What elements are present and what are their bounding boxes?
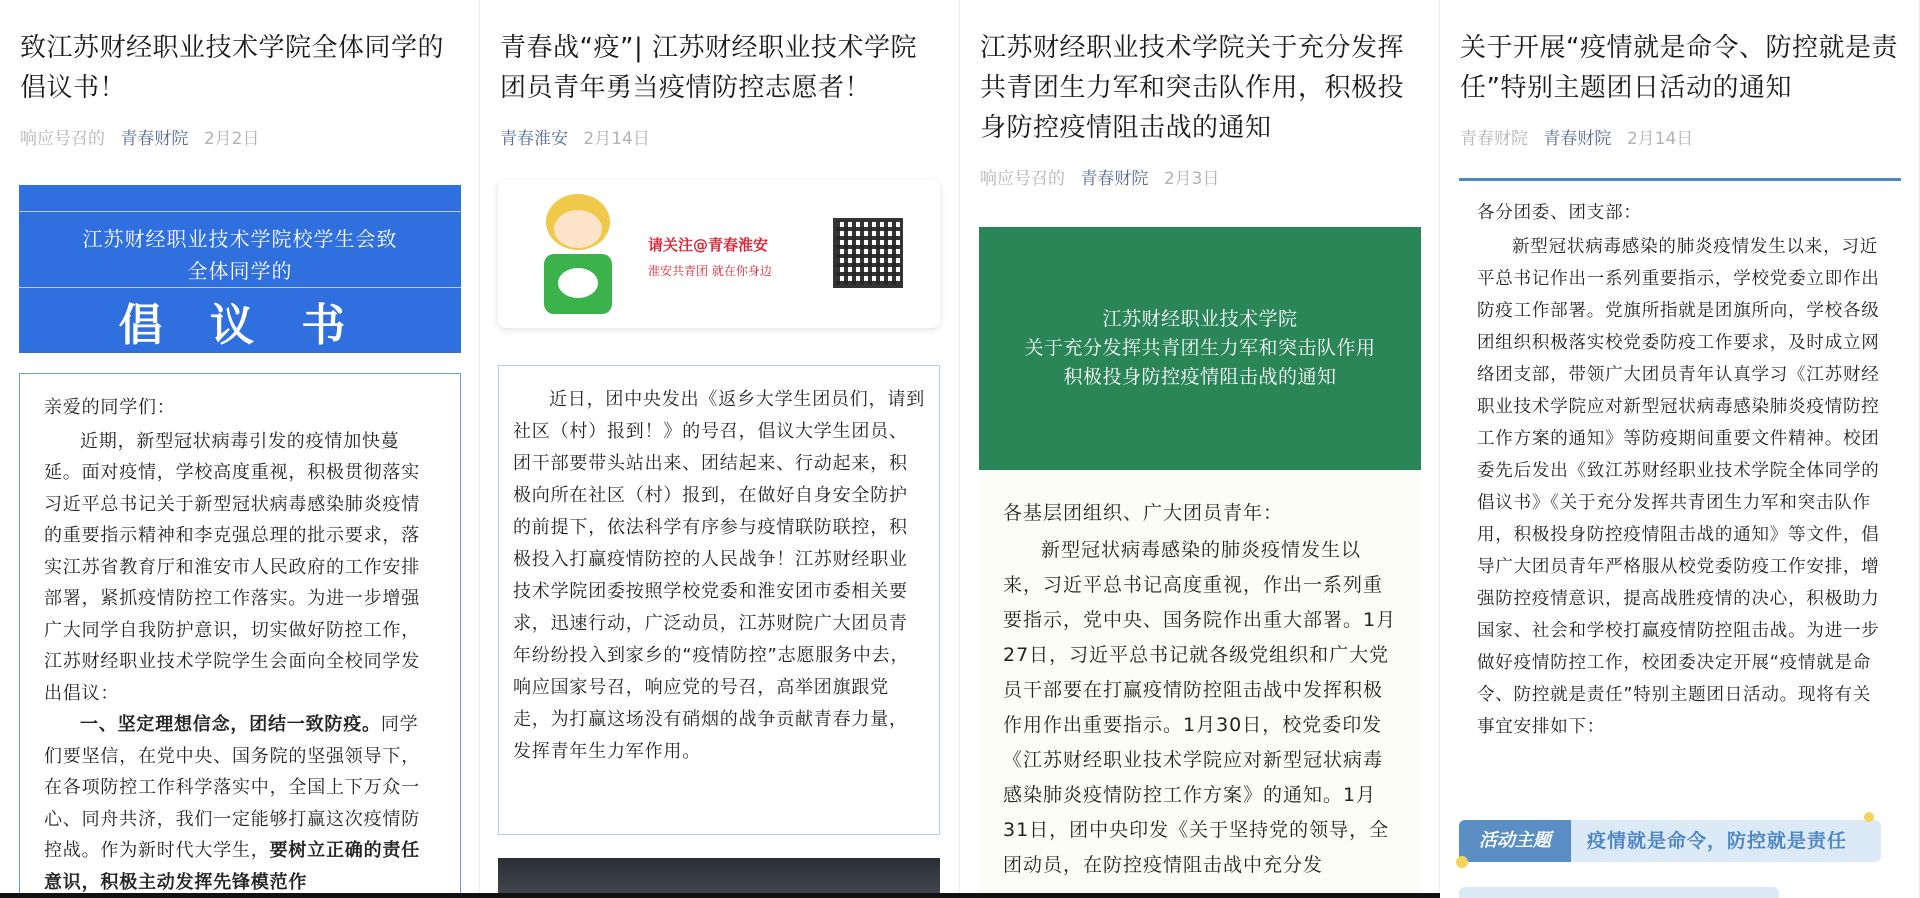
article-meta [960, 148, 1439, 189]
article-meta [480, 108, 959, 149]
theme-text: 疫情就是命令，防控就是责任 [1587, 830, 1848, 852]
salutation: 各分团委、团支部： [1477, 203, 1642, 223]
article-body [498, 365, 940, 835]
follow-text: 请关注@青春淮安 [648, 236, 769, 254]
banner-big-text: 倡 议 书 [118, 300, 362, 351]
publish-date: 2月14日 [1626, 129, 1694, 149]
wechat-icon [558, 268, 598, 298]
banner-line-3: 积极投身防控疫情阻击战的通知 [1063, 366, 1337, 388]
mascot-image [540, 194, 616, 316]
meta-prefix: 响应号召的 [980, 169, 1065, 189]
banner-line-1: 江苏财经职业技术学院校学生会致 [82, 227, 398, 251]
salutation: 各基层团组织、广大团员青年： [1003, 502, 1284, 524]
article-body [1459, 178, 1901, 800]
article-title: 青春战“疫”| 江苏财经职业技术学院团员青年勇当疫情防控志愿者！ [500, 33, 917, 103]
account-link[interactable]: 青春淮安 [500, 129, 568, 149]
account-link[interactable]: 青春财院 [1543, 129, 1612, 149]
bold-heading: 一、坚定理想信念，团结一致防疫。 [80, 714, 381, 735]
theme-banner [1459, 820, 1881, 862]
article-panel-4[interactable] [1440, 0, 1920, 898]
account-link[interactable]: 青春财院 [120, 129, 189, 149]
follow-subtext: 淮安共青团 就在你身边 [648, 264, 772, 278]
bold-text: 要树立正确的责任意识，积极主动发挥先锋模范作 [44, 840, 421, 893]
account-link[interactable]: 青春财院 [1080, 169, 1149, 189]
article-meta [0, 108, 479, 149]
article-title: 关于开展“疫情就是命令、防控就是责任”特别主题团日活动的通知 [1460, 33, 1898, 103]
article-banner [979, 227, 1421, 470]
theme-banner-2 [1459, 887, 1779, 898]
article-body [979, 470, 1421, 898]
qr-code-icon [833, 218, 903, 288]
banner-line-2: 全体同学的 [187, 259, 293, 283]
paragraph: 近日，团中央发出《返乡大学生团员们，请到社区（村）报到！》的号召，倡议大学生团员、团干部要带头站出来、团结起来、行动起来，积极向所在社区（村）报到，在做好自身安全防护的前提下，依法科学有序参与疫情联防联控，积极投入打赢疫情防控的人民战争！江苏财经职业技术学院团委按照学校党委和淮安团市委相关要求，迅速行动，广泛动员，江苏财院广大团员青年纷纷投入到家乡的“疫情防控”志愿服务中去，响应国家号召，响应党的号召，高举团旗跟党走，为打赢这场没有硝烟的战争贡献青春力量，发挥青年生力军作用。 [513, 389, 925, 762]
publish-date: 2月14日 [583, 129, 650, 149]
publish-date: 2月2日 [203, 129, 260, 149]
decor-dot [1456, 856, 1468, 868]
salutation: 亲爱的同学们： [44, 397, 176, 418]
meta-prefix: 青春财院 [1460, 129, 1528, 149]
bottom-edge-bar [0, 893, 1440, 898]
article-title: 致江苏财经职业技术学院全体同学的倡议书！ [20, 33, 445, 103]
paragraph-text: 同学们要坚信，在党中央、国务院的坚强领导下，在各项防控工作科学落实中，全国上下万众一心、同舟共济，我们一定能够打赢这次疫情防控战。作为新时代大学生， [44, 714, 420, 861]
paragraph: 近期，新型冠状病毒引发的疫情加快蔓延。面对疫情，学校高度重视，积极贯彻落实习近平总书记关于新型冠状病毒感染肺炎疫情的重要指示精神和李克强总理的批示要求，落实江苏省教育厅和淮安市人民政府的工作安排部署，紧抓疫情防控工作落实。为进一步增强广大同学自我防护意识，切实做好防控工作，江苏财经职业技术学院学生会面向全校同学发出倡议： [44, 430, 420, 704]
paragraph: 新型冠状病毒感染的肺炎疫情发生以来，习近平总书记作出一系列重要指示，学校党委立即作出防疫工作部署。党旗所指就是团旗所向，学校各级团组织积极落实校党委防疫工作要求，及时成立网络团支部，带领广大团员青年认真学习《江苏财经职业技术学院应对新型冠状病毒感染肺炎疫情防控工作方案的通知》等防疫期间重要文件精神。校团委先后发出《致江苏财经职业技术学院全体同学的倡议书》《关于充分发挥共青团生力军和突击队作用，积极投身防控疫情阻击战的通知》等文件，倡导广大团员青年严格服从校党委防疫工作安排，增强防控疫情意识，提高战胜疫情的决心，积极助力国家、社会和学校打赢疫情防控阻击战。为进一步做好疫情防控工作，校团委决定开展“疫情就是命令、防控就是责任”特别主题团日活动。现将有关事宜安排如下： [1477, 237, 1880, 737]
article-title: 江苏财经职业技术学院关于充分发挥共青团生力军和突击队作用，积极投身防控疫情阻击战的通知 [980, 33, 1405, 143]
meta-prefix: 响应号召的 [20, 129, 105, 149]
article-panel-1[interactable] [0, 0, 480, 898]
banner-line-1: 江苏财经职业技术学院 [1102, 308, 1298, 330]
article-body [19, 373, 461, 898]
article-meta [1440, 108, 1919, 149]
banner-line-2: 关于充分发挥共青团生力军和突击队作用 [1024, 337, 1376, 359]
theme-tag: 活动主题 [1459, 820, 1571, 862]
publish-date: 2月3日 [1163, 169, 1220, 189]
article-photo [498, 858, 940, 898]
paragraph: 新型冠状病毒感染的肺炎疫情发生以来，习近平总书记高度重视，作出一系列重要指示，党中央、国务院作出重大部署。1月27日，习近平总书记就各级党组织和广大党员干部要在打赢疫情防控阻击战中发挥积极作用作出重要指示。1月30日，校党委印发《江苏财经职业技术学院应对新型冠状病毒感染肺炎疫情防控工作方案》的通知。1月31日，团中央印发《关于坚持党的领导，全团动员，在防控疫情阻击战中充分发 [1003, 539, 1397, 876]
follow-card [498, 180, 940, 328]
article-panel-3[interactable] [960, 0, 1440, 898]
article-panel-2[interactable] [480, 0, 960, 898]
decor-dot [1864, 812, 1874, 822]
article-banner [19, 185, 461, 353]
paragraph [44, 709, 436, 898]
